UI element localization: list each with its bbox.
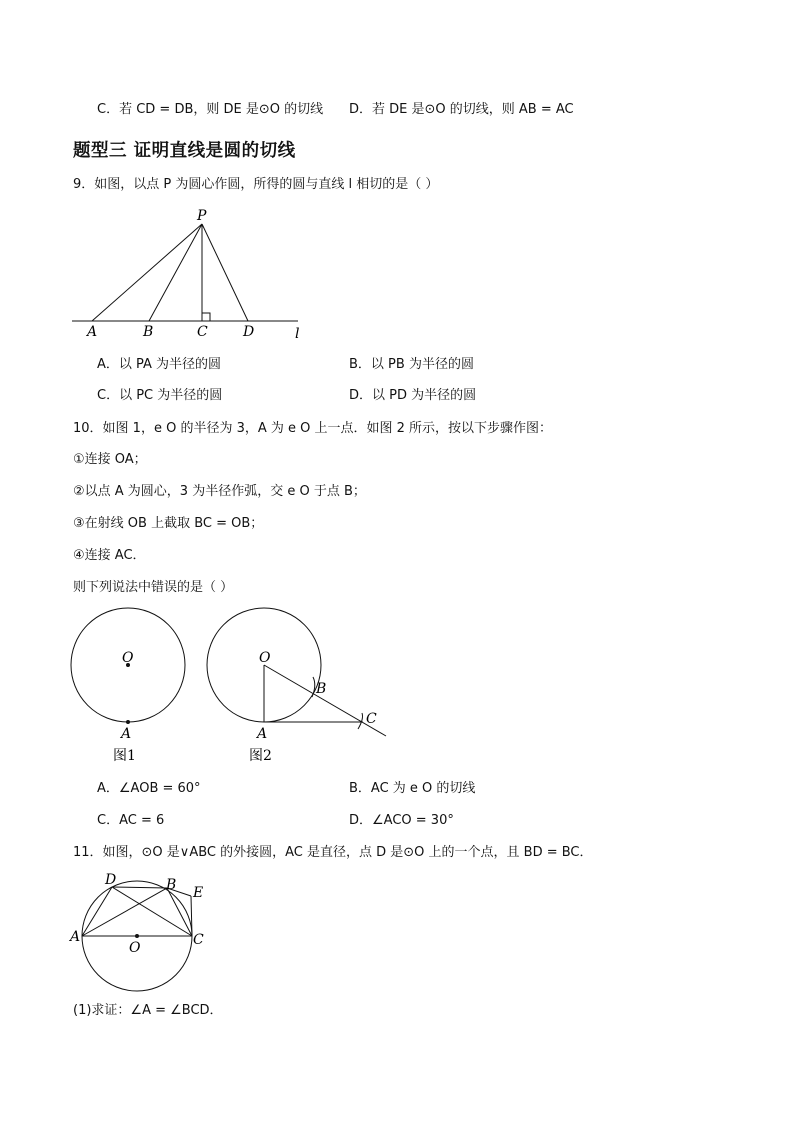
section-title: 题型三 证明直线是圆的切线: [73, 141, 296, 161]
label-a: A: [121, 726, 132, 742]
label-a: A: [87, 324, 98, 340]
label-a: A: [70, 929, 81, 945]
segment-dc: [112, 887, 192, 936]
q10-step-2: ②以点 A 为圆心，3 为半径作弧，交 e O 于点 B；: [73, 484, 366, 499]
q10-figure-2: [200, 605, 395, 770]
q11-part-1: (1)求证：∠A = ∠BCD．: [73, 1003, 223, 1018]
segment-ec: [191, 896, 192, 936]
segment-db: [112, 887, 167, 888]
q10-step-4: ④连接 AC．: [73, 548, 146, 563]
label-b: B: [316, 681, 327, 697]
q9-figure: [60, 205, 320, 345]
label-c: C: [197, 324, 208, 340]
label-o: O: [129, 940, 141, 956]
q9-option-a: A．以 PA 为半径的圆: [97, 357, 222, 372]
segment-ad: [82, 887, 112, 936]
label-d: D: [243, 324, 255, 340]
label-o: O: [259, 650, 271, 666]
point-a: [126, 720, 130, 724]
caption-fig2: 图2: [249, 748, 272, 764]
caption-fig1: 图1: [113, 748, 136, 764]
q10-figure-1: [65, 605, 195, 770]
label-p: P: [197, 208, 207, 224]
q9-option-b: B．以 PB 为半径的圆: [349, 357, 474, 372]
segment-pd: [202, 224, 248, 321]
label-a: A: [257, 726, 268, 742]
q10-option-d: D．∠ACO = 30°: [349, 813, 454, 828]
label-c: C: [193, 932, 204, 948]
q11-stem: 11．如图，⊙O 是∨ABC 的外接圆，AC 是直径，点 D 是⊙O 上的一个点，且 BD = BC．: [73, 845, 593, 860]
label-e: E: [193, 885, 204, 901]
label-c: C: [366, 711, 377, 727]
right-angle-mark: [202, 313, 210, 321]
q10-option-c: C．AC = 6: [97, 813, 165, 828]
q9-option-c: C．以 PC 为半径的圆: [97, 388, 223, 403]
label-b: B: [166, 877, 177, 893]
label-l: l: [295, 326, 300, 342]
q10-option-a: A．∠AOB = 60°: [97, 781, 201, 796]
q8-option-c: C．若 CD = DB，则 DE 是⊙O 的切线: [97, 102, 324, 117]
q10-step-1: ①连接 OA；: [73, 452, 147, 467]
q10-question: 则下列说法中错误的是（ ）: [73, 580, 234, 595]
segment-pa: [92, 224, 202, 321]
q10-option-b: B．AC 为 e O 的切线: [349, 781, 476, 796]
q11-figure: [65, 868, 225, 998]
q9-stem: 9．如图，以点 P 为圆心作圆，所得的圆与直线 l 相切的是（ ）: [73, 177, 439, 192]
label-b: B: [143, 324, 154, 340]
label-o: O: [122, 650, 134, 666]
q10-stem: 10．如图 1，e O 的半径为 3，A 为 e O 上一点．如图 2 所示，按以下步骤作图：: [73, 421, 553, 436]
q9-option-d: D．以 PD 为半径的圆: [349, 388, 477, 403]
q10-step-3: ③在射线 OB 上截取 BC = OB；: [73, 516, 264, 531]
q8-option-d: D．若 DE 是⊙O 的切线，则 AB = AC: [349, 102, 574, 117]
label-d: D: [105, 872, 117, 888]
segment-pb: [149, 224, 202, 321]
point-o: [135, 934, 139, 938]
